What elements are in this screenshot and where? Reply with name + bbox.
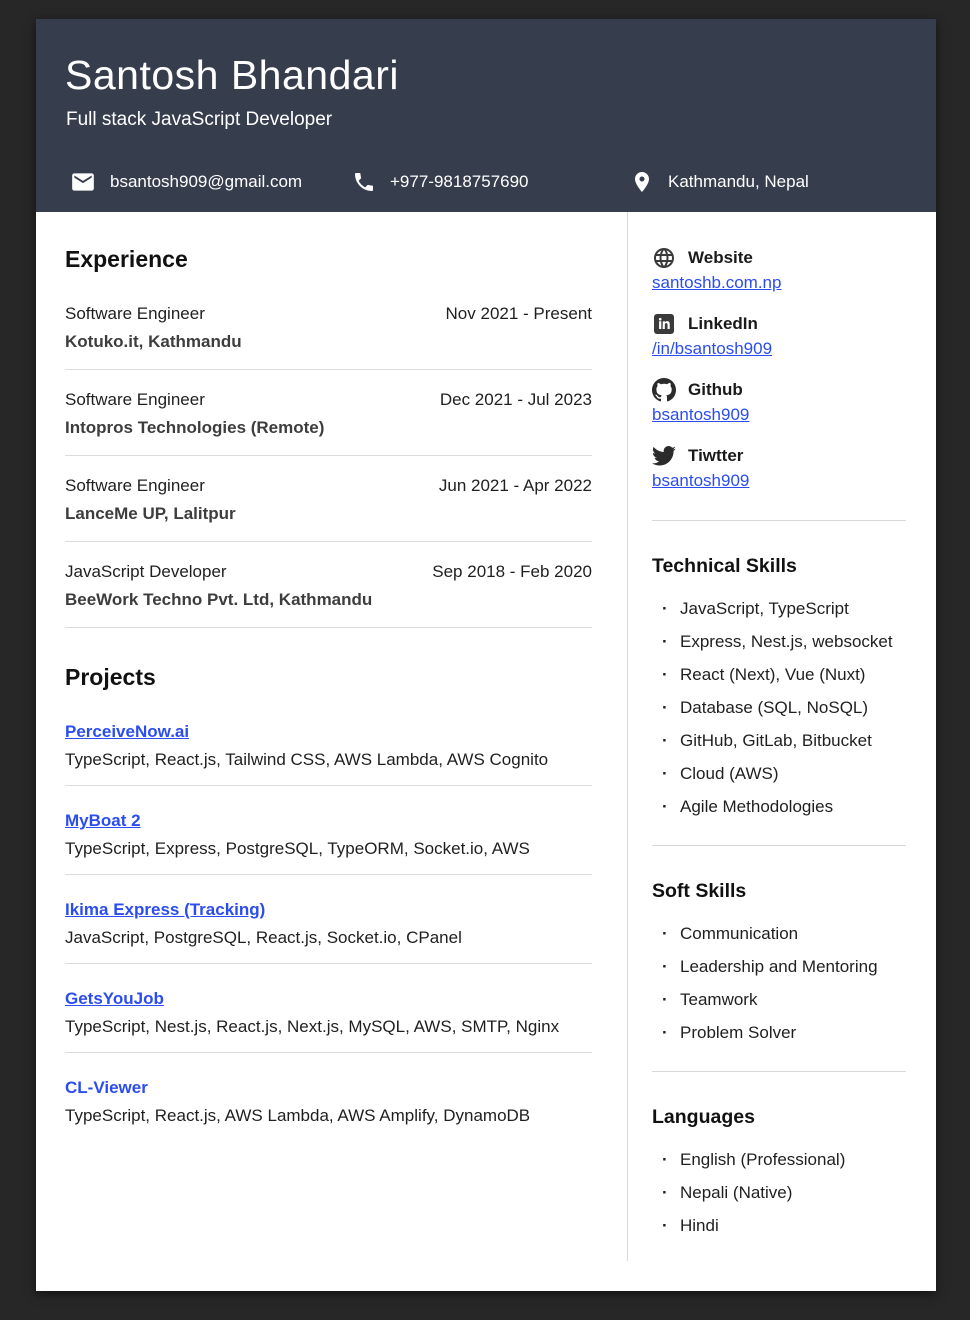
phone-icon (352, 170, 376, 194)
experience-company: LanceMe UP, Lalitpur (65, 504, 236, 523)
contact-location (630, 168, 809, 196)
project-item (65, 1077, 592, 1141)
project-link[interactable]: MyBoat 2 (65, 811, 141, 830)
technical-skills-list (652, 599, 906, 817)
bullet-icon: · (662, 665, 668, 684)
project-item (65, 810, 592, 875)
list-item (652, 632, 906, 652)
experience-role: JavaScript Developer (65, 562, 227, 581)
experience-role: Software Engineer (65, 304, 205, 323)
bullet-icon: · (662, 698, 668, 717)
github-url-link[interactable]: bsantosh909 (652, 405, 750, 424)
column-divider (627, 212, 628, 1261)
project-link[interactable]: Ikima Express (Tracking) (65, 900, 266, 919)
experience-item (65, 389, 592, 456)
list-item (652, 698, 906, 718)
language-text: Hindi (680, 1216, 719, 1235)
list-item (652, 764, 906, 784)
contact-email-text: bsantosh909@gmail.com (110, 172, 303, 191)
project-link[interactable]: GetsYouJob (65, 989, 164, 1008)
person-job-title: Full stack JavaScript Developer (66, 109, 333, 130)
project-tech: TypeScript, React.js, AWS Lambda, AWS Amplify, DynamoDB (65, 1106, 531, 1125)
list-item (652, 924, 906, 944)
sidebar-link-website (652, 246, 906, 294)
soft-skills-list (652, 924, 906, 1043)
project-tech: TypeScript, React.js, Tailwind CSS, AWS Lambda, AWS Cognito (65, 750, 549, 769)
bullet-icon: · (662, 632, 668, 651)
location-icon (630, 170, 654, 194)
contact-email (70, 168, 302, 196)
contact-phone (352, 168, 529, 196)
bullet-icon: · (662, 797, 668, 816)
skill-text: Leadership and Mentoring (680, 957, 878, 976)
languages-list (652, 1150, 906, 1236)
sidebar-link-label: Website (688, 248, 753, 267)
sidebar-divider (652, 520, 906, 521)
bullet-icon: · (662, 1150, 668, 1169)
linkedin-icon (652, 312, 676, 336)
language-text: English (Professional) (680, 1150, 846, 1169)
soft-skills-heading: Soft Skills (652, 880, 747, 902)
list-item (652, 665, 906, 685)
skill-text: Communication (680, 924, 799, 943)
skill-text: Teamwork (680, 990, 758, 1009)
person-name: Santosh Bhandari (65, 52, 399, 98)
experience-dates: Nov 2021 - Present (445, 304, 592, 323)
experience-item (65, 475, 592, 542)
experience-dates: Dec 2021 - Jul 2023 (439, 390, 592, 409)
skill-text: Problem Solver (680, 1023, 797, 1042)
bullet-icon: · (662, 1216, 668, 1235)
bullet-icon: · (662, 990, 668, 1009)
list-item (652, 599, 906, 619)
experience-company: Kotuko.it, Kathmandu (65, 332, 242, 351)
project-item (65, 988, 592, 1053)
linkedin-url-link[interactable]: /in/bsantosh909 (652, 339, 773, 358)
email-icon (70, 169, 96, 195)
list-item (652, 957, 906, 977)
experience-heading: Experience (65, 246, 188, 272)
skill-text: GitHub, GitLab, Bitbucket (680, 731, 872, 750)
sidebar-link-label: Tiwtter (688, 446, 744, 465)
skill-text: Cloud (AWS) (680, 764, 779, 783)
sidebar-link-label: Github (688, 380, 743, 399)
bullet-icon: · (662, 1183, 668, 1202)
list-item (652, 1023, 906, 1043)
skill-text: JavaScript, TypeScript (680, 599, 849, 618)
project-link[interactable]: PerceiveNow.ai (65, 722, 190, 741)
experience-item (65, 561, 592, 628)
experience-role: Software Engineer (65, 476, 205, 495)
bullet-icon: · (662, 957, 668, 976)
language-text: Nepali (Native) (680, 1183, 793, 1202)
resume-header (36, 19, 936, 212)
list-item (652, 1216, 906, 1236)
project-item (65, 721, 592, 786)
sidebar-link-twitter (652, 444, 906, 492)
languages-heading: Languages (652, 1106, 755, 1128)
projects-heading: Projects (65, 664, 156, 690)
list-item (652, 731, 906, 751)
experience-dates: Jun 2021 - Apr 2022 (438, 476, 592, 495)
list-item (652, 990, 906, 1010)
skill-text: React (Next), Vue (Nuxt) (680, 665, 866, 684)
main-column (65, 246, 592, 1165)
list-item (652, 797, 906, 817)
resume-page (36, 19, 936, 1291)
project-link[interactable]: CL-Viewer (65, 1078, 148, 1097)
contact-phone-text: +977-9818757690 (390, 172, 529, 191)
experience-dates: Sep 2018 - Feb 2020 (432, 562, 592, 581)
bullet-icon: · (662, 599, 668, 618)
bullet-icon: · (662, 924, 668, 943)
experience-company: BeeWork Techno Pvt. Ltd, Kathmandu (65, 590, 373, 609)
website-url-link[interactable]: santoshb.com.np (652, 273, 782, 292)
contact-location-text: Kathmandu, Nepal (668, 172, 809, 191)
sidebar (652, 246, 906, 1249)
experience-item (65, 303, 592, 370)
twitter-url-link[interactable]: bsantosh909 (652, 471, 750, 490)
project-tech: TypeScript, Express, PostgreSQL, TypeORM, Socket.io, AWS (65, 839, 530, 858)
sidebar-divider (652, 845, 906, 846)
sidebar-link-github (652, 378, 906, 426)
skill-text: Express, Nest.js, websocket (680, 632, 893, 651)
list-item (652, 1183, 906, 1203)
skill-text: Agile Methodologies (680, 797, 834, 816)
project-tech: JavaScript, PostgreSQL, React.js, Socket.io, CPanel (65, 928, 462, 947)
list-item (652, 1150, 906, 1170)
bullet-icon: · (662, 731, 668, 750)
experience-role: Software Engineer (65, 390, 205, 409)
bullet-icon: · (662, 764, 668, 783)
technical-skills-heading: Technical Skills (652, 555, 797, 577)
bullet-icon: · (662, 1023, 668, 1042)
skill-text: Database (SQL, NoSQL) (680, 698, 869, 717)
project-tech: TypeScript, Nest.js, React.js, Next.js, MySQL, AWS, SMTP, Nginx (65, 1017, 560, 1036)
globe-icon (652, 246, 676, 270)
sidebar-link-label: LinkedIn (688, 314, 758, 333)
twitter-icon (652, 444, 676, 468)
sidebar-link-linkedin (652, 312, 906, 360)
sidebar-divider (652, 1071, 906, 1072)
github-icon (652, 378, 676, 402)
project-item (65, 899, 592, 964)
experience-company: Intopros Technologies (Remote) (65, 418, 325, 437)
